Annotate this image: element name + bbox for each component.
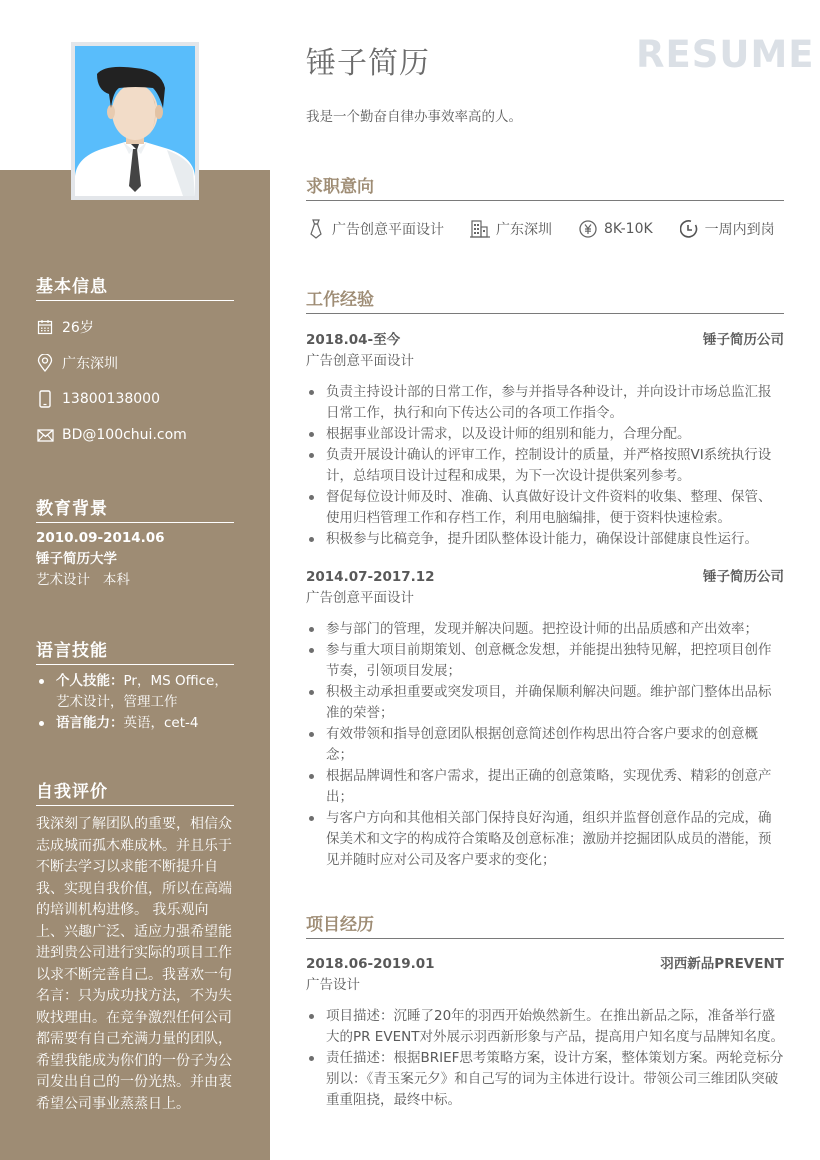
education-entry <box>36 528 234 591</box>
building-icon <box>470 219 490 239</box>
intent-position <box>306 219 444 239</box>
work-experience-title: 工作经验 <box>306 288 784 314</box>
info-phone <box>36 381 234 417</box>
motto: 我是一个勤奋自律办事效率高的人。 <box>306 109 522 125</box>
project-entry-1 <box>306 954 784 1111</box>
mobile-phone-icon <box>36 390 54 408</box>
skill-item-language <box>36 713 234 734</box>
job-role: 广告创意平面设计 <box>306 353 414 369</box>
intent-availability-value: 一周内到岗 <box>704 222 775 238</box>
info-email <box>36 417 234 453</box>
education-period: 2010.09-2014.06 <box>36 530 165 546</box>
project-name: 羽西新品PREVENT <box>660 956 784 972</box>
duty-item: 有效带领和指导创意团队根据创意简述创作构思出符合客户要求的创意概念； <box>306 724 784 766</box>
info-email-value[interactable]: BD@100chui.com <box>62 427 187 443</box>
education-major-degree: 艺术设计 本科 <box>36 572 130 588</box>
basic-info-list <box>36 309 234 453</box>
info-location-value: 广东深圳 <box>62 356 118 372</box>
job-duties <box>306 619 784 871</box>
job-header <box>306 567 784 587</box>
job-entry-2 <box>306 567 784 871</box>
job-period: 2014.07-2017.12 <box>306 569 435 585</box>
basic-info-title: 基本信息 <box>36 276 234 301</box>
duty-item: 根据事业部设计需求，以及设计师的组别和能力，合理分配。 <box>306 424 784 445</box>
mail-icon <box>36 426 54 444</box>
intent-city-value: 广东深圳 <box>496 222 552 238</box>
project-detail-item: 项目描述：沉睡了20年的羽西开始焕然新生。在推出新品之际，准备举行盛大的PR EVENT对外展示羽西新形象与产品，提高用户知名度与品牌知名度。 <box>306 1006 784 1048</box>
duty-item: 与客户方向和其他相关部门保持良好沟通，组织并监督创意作品的完成，确保美术和文字的构成符合策略及创意标准；激励并挖掘团队成员的潜能，预见并随时应对公司及客户要求的变化； <box>306 808 784 871</box>
duty-item: 积极参与比稿竞争，提升团队整体设计能力，确保设计部健康良性运行。 <box>306 529 784 550</box>
duty-item: 参与部门的管理，发现并解决问题。把控设计师的出品质感和产出效率； <box>306 619 784 640</box>
intent-position-value: 广告创意平面设计 <box>332 222 444 238</box>
duty-item: 负责主持设计部的日常工作，参与并指导各种设计，并向设计市场总监汇报日常工作，执行和向下传达公司的各项工作指令。 <box>306 382 784 424</box>
job-entry-1 <box>306 330 784 550</box>
info-age-value: 26岁 <box>62 320 94 336</box>
project-details <box>306 1006 784 1111</box>
self-evaluation-text: 我深刻了解团队的重要，相信众志成城而孤木难成林。并且乐于不断去学习以求能不断提升自我、实现自我价值，所以在高端的培训机构进修。 我乐观向上、兴趣广泛、适应力强希望能进到贵公司进行实际的项目工作以求不断完善自己。我喜欢一句名言：只为成功找方法，不为失败找理由。在竞争激烈任何公司都需要有自己充满力量的团队，希望我能成为你们的一份子为公司发出自己的一份光热。并由衷希望公司事业蒸蒸日上。 <box>36 816 232 1112</box>
intent-availability <box>679 219 775 239</box>
skills-title: 语言技能 <box>36 640 234 665</box>
info-location <box>36 345 234 381</box>
duty-item: 负责开展设计确认的评审工作，控制设计的质量，并严格按照VI系统执行设计，总结项目设计过程和成果，为下一次设计提供案列参考。 <box>306 445 784 487</box>
education-section <box>36 498 234 591</box>
job-period: 2018.04-至今 <box>306 332 401 348</box>
info-age <box>36 309 234 345</box>
profile-photo <box>71 42 199 200</box>
education-title: 教育背景 <box>36 498 234 523</box>
duty-item: 督促每位设计师及时、准确、认真做好设计文件资料的收集、整理、保管、使用归档管理工作和存档工作，利用电脑编排，便于资料快速检索。 <box>306 487 784 529</box>
intent-city <box>470 219 552 239</box>
skill-value: Pr，MS Office，艺术设计，管理工作 <box>56 673 228 710</box>
project-period: 2018.06-2019.01 <box>306 956 435 972</box>
intent-salary <box>578 219 653 239</box>
self-evaluation-section <box>36 781 234 1115</box>
person-avatar-icon <box>75 46 195 196</box>
skill-item-personal <box>36 671 234 713</box>
yen-icon <box>578 219 598 239</box>
skills-list <box>36 671 234 734</box>
duty-item: 积极主动承担重要或突发项目，并确保顺利解决问题。维护部门整体出品标准的荣誉； <box>306 682 784 724</box>
job-intention-row <box>306 219 784 239</box>
resume-watermark: RESUME <box>636 33 815 76</box>
skill-label: 个人技能： <box>56 673 124 689</box>
tie-icon <box>306 219 326 239</box>
self-evaluation-title: 自我评价 <box>36 781 234 806</box>
clock-icon <box>679 219 699 239</box>
basic-info-section <box>36 276 234 453</box>
job-company: 锤子简历公司 <box>703 569 784 585</box>
project-header <box>306 954 784 974</box>
skill-label: 语言能力： <box>56 715 124 731</box>
job-duties <box>306 382 784 550</box>
intent-salary-value: 8K-10K <box>604 221 653 237</box>
avatar <box>75 46 195 196</box>
job-intention-title: 求职意向 <box>306 175 784 201</box>
calendar-icon <box>36 318 54 336</box>
page-title: 锤子简历 <box>306 46 430 81</box>
project-role: 广告设计 <box>306 977 360 993</box>
job-role: 广告创意平面设计 <box>306 590 414 606</box>
project-experience-title: 项目经历 <box>306 913 784 939</box>
skills-section <box>36 640 234 734</box>
duty-item: 参与重大项目前期策划、创意概念发想，并能提出独特见解，把控项目创作节奏，引领项目发展； <box>306 640 784 682</box>
job-company: 锤子简历公司 <box>703 332 784 348</box>
job-header <box>306 330 784 350</box>
duty-item: 根据品牌调性和客户需求，提出正确的创意策略，实现优秀、精彩的创意产出； <box>306 766 784 808</box>
skill-value: 英语，cet-4 <box>123 715 199 731</box>
project-detail-item: 责任描述：根据BRIEF思考策略方案，设计方案，整体策划方案。两轮竞标分别以：《青玉案元夕》和自己写的词为主体进行设计。带领公司三维团队突破重重阻挠，最终中标。 <box>306 1048 784 1111</box>
education-school: 锤子简历大学 <box>36 551 117 567</box>
info-phone-value: 13800138000 <box>62 391 160 407</box>
location-pin-icon <box>36 354 54 372</box>
